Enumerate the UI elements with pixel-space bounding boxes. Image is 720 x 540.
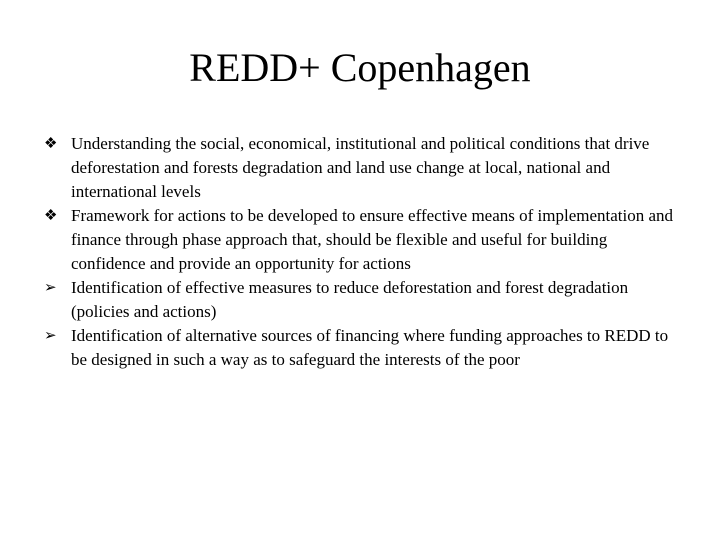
bullet-text: Identification of effective measures to reduce deforestation and forest degradation (policies and actions) [71, 278, 629, 321]
bullet-list [44, 132, 684, 372]
arrowhead-bullet-icon: ➢ [44, 280, 57, 296]
diamond-bullet-icon: ❖ [44, 208, 58, 224]
arrowhead-bullet-icon: ➢ [44, 328, 57, 344]
bullet-text: Identification of alternative sources of financing where funding approaches to REDD to be designed in such a way as to safeguard the interests of the poor [71, 326, 669, 369]
bullet-item [44, 324, 684, 372]
slide-title: REDD+ Copenhagen [189, 45, 531, 90]
bullet-item [44, 276, 684, 324]
bullet-text: Understanding the social, economical, institutional and political conditions that drive deforestation and forests degradation and land use change at local, national and international levels [71, 134, 650, 201]
diamond-bullet-icon: ❖ [44, 136, 58, 152]
bullet-item [44, 204, 684, 276]
bullet-text: Framework for actions to be developed to ensure effective means of implementation and finance through phase approach that, should be flexible and useful for building confidence and provide an opportunity for actions [71, 206, 674, 273]
bullet-item [44, 132, 684, 204]
